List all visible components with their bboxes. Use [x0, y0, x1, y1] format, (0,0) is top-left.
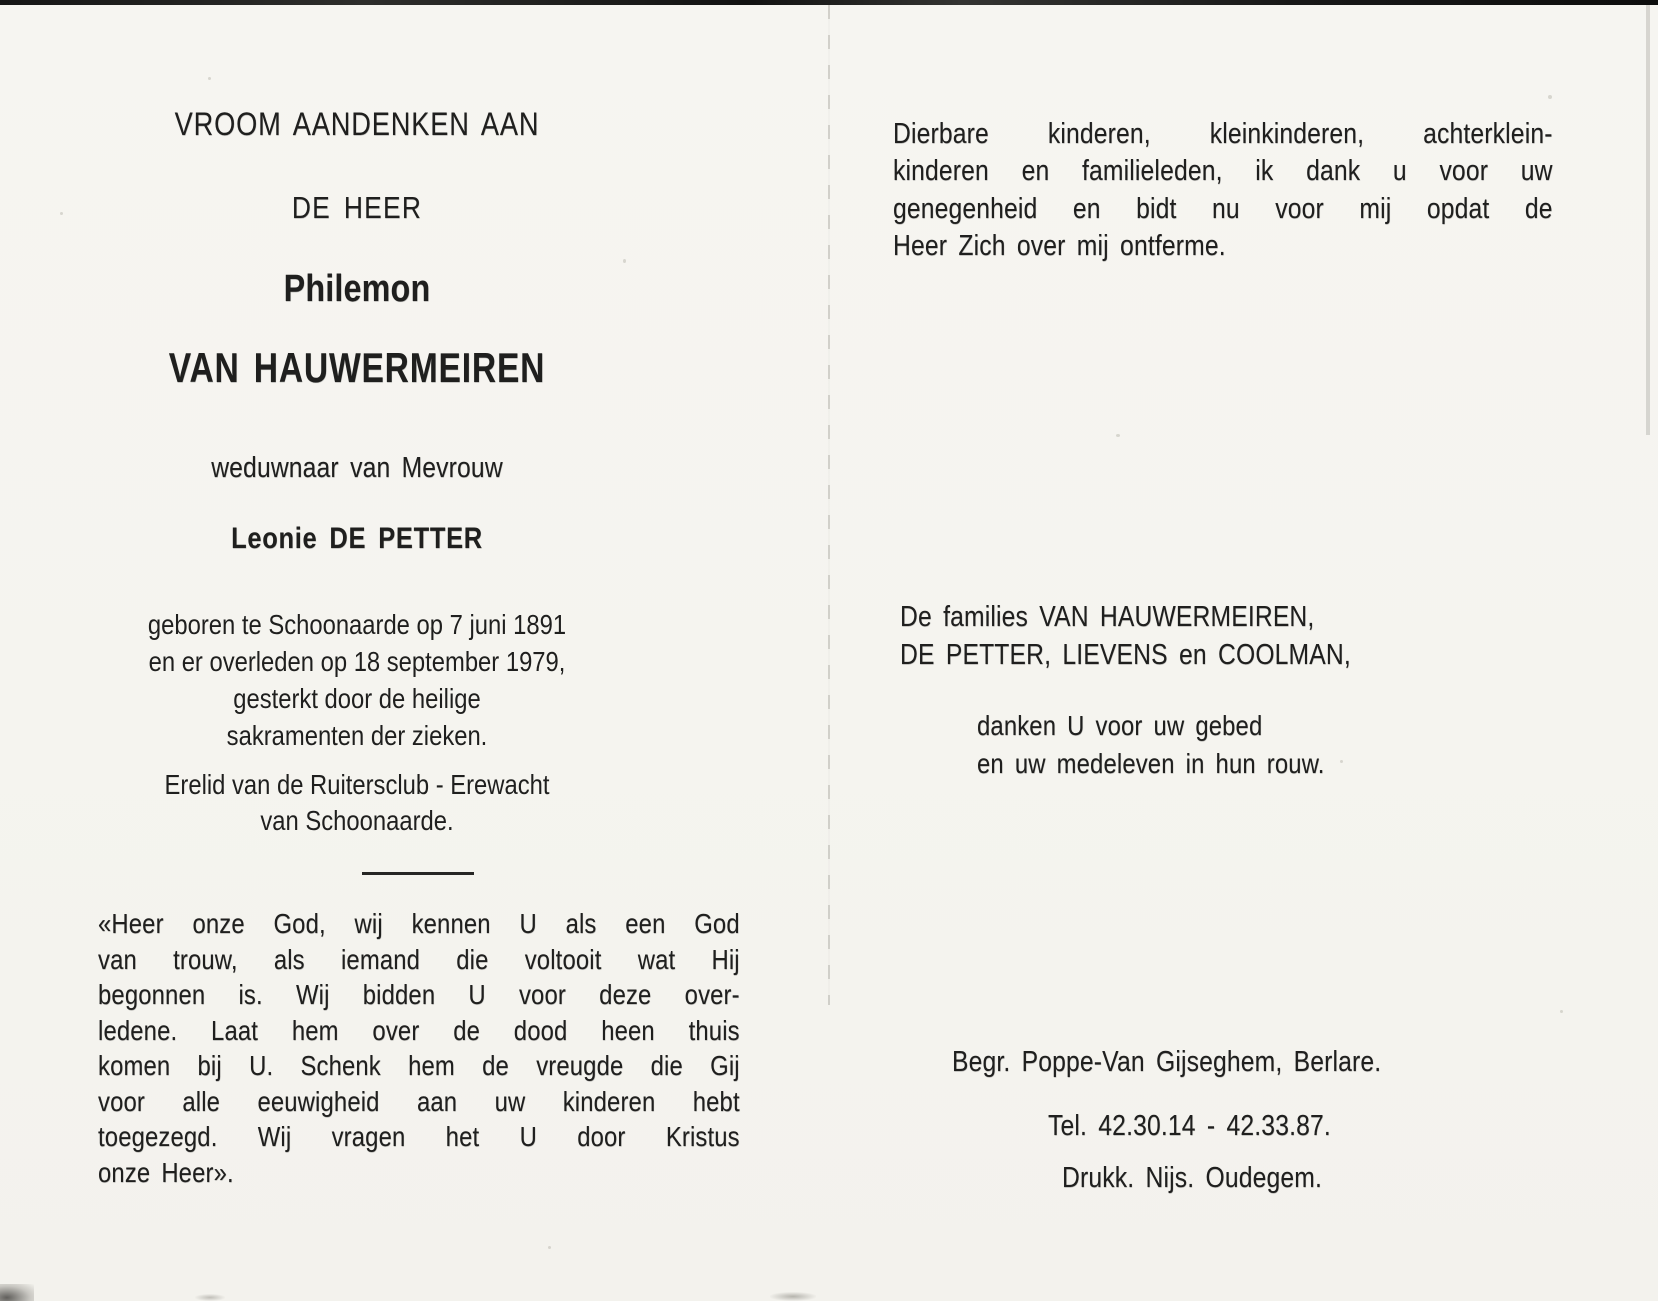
phone-line	[1048, 1110, 1558, 1143]
widower-line: weduwnaar van Mevrouw	[211, 452, 503, 484]
scan-speck	[1560, 1010, 1563, 1013]
life-line: en er overleden op 18 september 1979,	[148, 646, 566, 677]
deceased-title: DE HEER	[291, 190, 423, 225]
phone-text: Tel. 42.30.14 - 42.33.87.	[1048, 1110, 1331, 1142]
thanks-block	[977, 707, 1402, 783]
life-line: gesterkt door de heilige	[233, 683, 481, 714]
farewell-line: Dierbare kinderen, kleinkinderen, achterklein-	[893, 118, 1553, 150]
scan-speck	[1116, 434, 1120, 437]
scan-speck	[548, 1246, 551, 1249]
thanks-line: danken U voor uw gebed	[977, 710, 1263, 741]
families-block	[900, 599, 1495, 674]
scan-corner-smudge	[0, 1284, 34, 1301]
printer-text: Drukk. Nijs. Oudegem.	[1062, 1162, 1323, 1194]
undertaker-line	[952, 1046, 1547, 1079]
farewell-line: kinderen en familieleden, ik dank u voor uw	[893, 155, 1553, 188]
prayer-line: van trouw, als iemand die voltooit wat Hij	[98, 943, 740, 975]
undertaker-text: Begr. Poppe-Van Gijseghem, Berlare.	[952, 1046, 1382, 1078]
printer-line	[1062, 1162, 1572, 1195]
families-line: De families VAN HAUWERMEIREN,	[900, 601, 1315, 633]
memorial-header: VROOM AANDENKEN AAN	[174, 106, 540, 142]
prayer-line: onze Heer».	[98, 1156, 234, 1188]
card-fold-line	[828, 5, 830, 1005]
farewell-paragraph	[893, 116, 1553, 265]
scan-smudge	[770, 1292, 816, 1301]
prayer-paragraph	[98, 906, 740, 1190]
thanks-line: en uw medeleven in hun rouw.	[977, 748, 1325, 779]
life-line: geboren te Schoonaarde op 7 juni 1891	[147, 609, 567, 640]
honor-line: van Schoonaarde.	[260, 805, 454, 836]
farewell-line: genegenheid en bidt nu voor mij opdat de	[893, 192, 1553, 225]
prayer-line: begonnen is. Wij bidden U voor deze over-	[98, 979, 740, 1010]
scan-speck	[623, 259, 626, 263]
spouse-name: Leonie DE PETTER	[231, 522, 483, 555]
prayer-line: voor alle eeuwigheid aan uw kinderen hebt	[98, 1085, 740, 1117]
life-line: sakramenten der zieken.	[226, 720, 488, 751]
prayer-line: «Heer onze God, wij kennen U als een God	[98, 908, 740, 939]
scan-speck	[1548, 95, 1552, 99]
life-details	[102, 606, 612, 754]
honor-line: Erelid van de Ruitersclub - Erewacht	[164, 769, 550, 800]
prayer-line: ledene. Laat hem over de dood heen thuis	[98, 1014, 740, 1046]
families-line: DE PETTER, LIEVENS en COOLMAN,	[900, 638, 1351, 671]
section-divider	[362, 872, 474, 875]
farewell-line: Heer Zich over mij ontferme.	[893, 229, 1226, 262]
scan-smudge	[195, 1294, 225, 1301]
scan-speck	[60, 212, 63, 215]
prayer-line: komen bij U. Schenk hem de vreugde die Gij	[98, 1050, 740, 1081]
prayer-line: toegezegd. Wij vragen het U door Kristus	[98, 1121, 740, 1152]
deceased-first-name: Philemon	[283, 268, 431, 310]
scan-speck	[208, 77, 211, 80]
deceased-family-name: VAN HAUWERMEIREN	[168, 344, 546, 391]
scan-edge-streak	[1646, 5, 1650, 435]
honor-membership	[102, 767, 612, 839]
